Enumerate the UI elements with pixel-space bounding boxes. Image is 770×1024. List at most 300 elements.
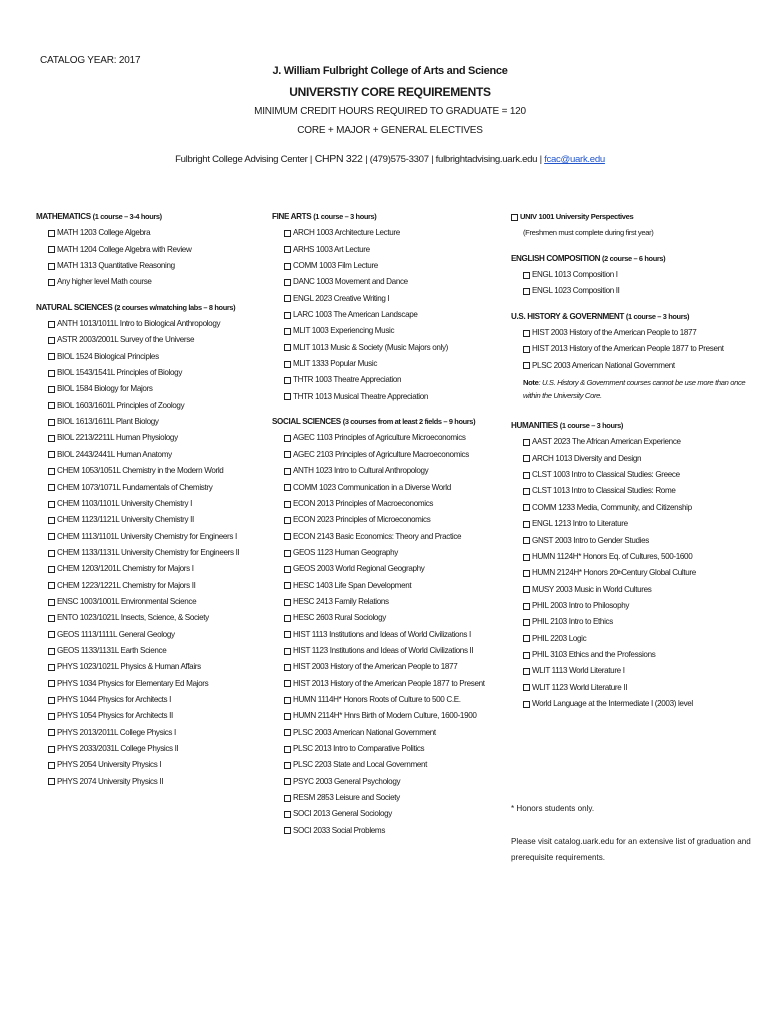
advising-contact: | (479)575-3307 | fulbrightadvising.uark.edu |	[365, 154, 545, 165]
checkbox-icon[interactable]	[48, 680, 55, 687]
checkbox-icon[interactable]	[284, 680, 291, 687]
list-item	[272, 594, 507, 610]
list-item	[511, 467, 746, 483]
list-item	[511, 647, 746, 663]
checkbox-icon[interactable]	[523, 504, 530, 511]
course-label: PHIL 2103 Intro to Ethics	[532, 617, 613, 627]
list-item	[272, 258, 507, 274]
list-item	[511, 582, 746, 598]
course-label: ARCH 1013 Diversity and Design	[532, 453, 642, 463]
list-item	[272, 545, 507, 561]
list-item	[272, 741, 507, 757]
course-label: GEOS 1133/1131L Earth Science	[57, 645, 167, 655]
list-item	[272, 340, 507, 356]
checkbox-icon[interactable]	[284, 746, 291, 753]
list-item	[272, 512, 507, 528]
course-label: HIST 1113 Institutions and Ideas of World Civilizations I	[293, 629, 471, 639]
checkbox-icon[interactable]	[284, 484, 291, 491]
course-label: HIST 2013 History of the American People 1877 to Present	[532, 344, 724, 354]
checkbox-icon[interactable]	[284, 435, 291, 442]
course-label: CLST 1003 Intro to Classical Studies: Greece	[532, 470, 680, 480]
course-label: MLIT 1333 Popular Music	[293, 359, 378, 369]
course-label: CHEM 1073/1071L Fundamentals of Chemistry	[57, 482, 213, 492]
us-history-list	[511, 325, 746, 374]
checkbox-icon[interactable]	[284, 246, 291, 253]
checkbox-icon[interactable]	[284, 344, 291, 351]
checkbox-icon[interactable]	[523, 668, 530, 675]
list-item	[36, 708, 266, 724]
list-item	[272, 225, 507, 241]
checkbox-icon[interactable]	[284, 550, 291, 557]
list-item	[511, 516, 746, 532]
checkbox-icon[interactable]	[523, 701, 530, 708]
list-item	[511, 434, 746, 450]
checkbox-icon[interactable]	[48, 321, 55, 328]
list-item	[36, 258, 266, 274]
course-label: CHEM 1123/1121L University Chemistry II	[57, 515, 194, 525]
checkbox-icon[interactable]	[284, 393, 291, 400]
course-label: BIOL 1603/1601L Principles of Zoology	[57, 400, 185, 410]
checkbox-icon[interactable]	[284, 377, 291, 384]
list-item	[36, 725, 266, 741]
checkbox-icon[interactable]	[48, 582, 55, 589]
course-label: PHIL 2003 Intro to Philosophy	[532, 600, 630, 610]
list-item	[36, 757, 266, 773]
list-item	[511, 631, 746, 647]
list-item	[272, 430, 507, 446]
course-label: PHYS 2074 University Physics II	[57, 776, 164, 786]
checkbox-icon[interactable]	[523, 288, 530, 295]
section-heading-social-sciences: SOCIAL SCIENCES (3 courses from at least 2 fields – 9 hours)	[272, 417, 476, 427]
checkbox-icon[interactable]	[523, 586, 530, 593]
english-list	[511, 267, 746, 300]
list-item	[36, 529, 266, 545]
course-label: GEOS 1123 Human Geography	[293, 547, 398, 557]
course-label: PHIL 2203 Logic	[532, 633, 587, 643]
checkbox-icon[interactable]	[523, 455, 530, 462]
checkbox-icon[interactable]	[284, 664, 291, 671]
section-heading-humanities: HUMANITIES (1 course – 3 hours)	[511, 421, 624, 431]
checkbox-icon[interactable]	[284, 648, 291, 655]
minimum-hours: MINIMUM CREDIT HOURS REQUIRED TO GRADUATE = 120	[254, 106, 526, 117]
checkbox-icon[interactable]	[284, 827, 291, 834]
course-label: WLIT 1113 World Literature I	[532, 666, 625, 676]
course-label: THTR 1003 Theatre Appreciation	[293, 375, 402, 385]
list-item	[272, 561, 507, 577]
list-item	[272, 692, 507, 708]
course-label: PHYS 1054 Physics for Architects II	[57, 711, 173, 721]
checkbox-icon[interactable]	[523, 603, 530, 610]
list-item: HUMN 2124H* Honors 20 th Century Global Culture	[511, 565, 746, 581]
list-item	[511, 267, 746, 283]
course-label: COMM 1023 Communication in a Diverse World	[293, 482, 451, 492]
list-item	[36, 676, 266, 692]
course-label: ECON 2143 Basic Economics: Theory and Practice	[293, 531, 462, 541]
college-name: J. William Fulbright College of Arts and Science	[272, 65, 508, 77]
course-label: AAST 2023 The African American Experience	[532, 437, 681, 447]
course-label: BIOL 1524 Biological Principles	[57, 351, 159, 361]
list-item	[511, 500, 746, 516]
section-heading-us-history: U.S. HISTORY & GOVERNMENT (1 course – 3 hours)	[511, 311, 690, 321]
list-item	[36, 480, 266, 496]
natural-sciences-list	[36, 316, 266, 790]
checkbox-icon[interactable]	[48, 353, 55, 360]
course-label: DANC 1003 Movement and Dance	[293, 277, 408, 287]
course-label: BIOL 1584 Biology for Majors	[57, 384, 153, 394]
course-label: ASTR 2003/2001L Survey of the Universe	[57, 335, 195, 345]
checkbox-icon[interactable]	[284, 468, 291, 475]
list-item	[36, 594, 266, 610]
list-item	[511, 663, 746, 679]
list-item	[272, 529, 507, 545]
list-item	[511, 483, 746, 499]
course-label: BIOL 2213/2211L Human Physiology	[57, 433, 178, 443]
list-item	[272, 578, 507, 594]
course-label: CHEM 1133/1131L University Chemistry for Engineers II	[57, 547, 240, 557]
checkbox-icon[interactable]	[48, 550, 55, 557]
list-item	[36, 545, 266, 561]
course-label: MLIT 1003 Experiencing Music	[293, 326, 395, 336]
course-label: AGEC 1103 Principles of Agriculture Microeconomics	[293, 433, 466, 443]
catalog-year: CATALOG YEAR: 2017	[40, 55, 141, 66]
list-item	[272, 659, 507, 675]
list-item	[36, 610, 266, 626]
list-item	[511, 549, 746, 565]
course-label: COMM 1003 Film Lecture	[293, 261, 378, 271]
course-label: CLST 1013 Intro to Classical Studies: Rome	[532, 486, 676, 496]
mathematics-list	[36, 225, 266, 290]
checkbox-icon[interactable]	[48, 533, 55, 540]
checkbox-icon[interactable]	[523, 619, 530, 626]
list-item	[272, 323, 507, 339]
section-heading-mathematics: MATHEMATICS (1 course – 3-4 hours)	[36, 212, 162, 221]
advising-prefix: Fulbright College Advising Center |	[175, 154, 313, 165]
course-label: Any higher level Math course	[57, 277, 152, 287]
checkbox-icon[interactable]	[284, 517, 291, 524]
checkbox-icon[interactable]	[284, 451, 291, 458]
checkbox-icon[interactable]	[284, 533, 291, 540]
section-heading-english: ENGLISH COMPOSITION (2 course – 6 hours)	[511, 253, 666, 263]
course-label: PHYS 1034 Physics for Elementary Ed Majors	[57, 678, 209, 688]
course-label: ANTH 1023 Intro to Cultural Anthropology	[293, 466, 429, 476]
course-label: GNST 2003 Intro to Gender Studies	[532, 535, 649, 545]
course-label: WLIT 1123 World Literature II	[532, 682, 628, 692]
checkbox-icon[interactable]	[284, 811, 291, 818]
checkbox-icon[interactable]	[48, 713, 55, 720]
course-label: HESC 2413 Family Relations	[293, 596, 389, 606]
checkbox-icon[interactable]	[48, 402, 55, 409]
course-label: BIOL 2443/2441L Human Anatomy	[57, 449, 172, 459]
course-label: MUSY 2003 Music in World Cultures	[532, 584, 652, 594]
checkbox-icon[interactable]	[284, 713, 291, 720]
checkbox-icon[interactable]	[284, 295, 291, 302]
column-middle	[272, 209, 507, 839]
list-item	[511, 598, 746, 614]
list-item	[511, 341, 746, 357]
checkbox-icon[interactable]	[48, 615, 55, 622]
list-item	[272, 757, 507, 773]
list-item	[36, 741, 266, 757]
list-item	[272, 725, 507, 741]
course-label: CHEM 1113/1101L University Chemistry for Engineers I	[57, 531, 237, 541]
course-label: CHEM 1203/1201L Chemistry for Majors I	[57, 564, 194, 574]
course-label: HIST 1123 Institutions and Ideas of World Civilizations II	[293, 645, 474, 655]
list-item	[36, 512, 266, 528]
course-label: PLSC 2003 American National Government	[532, 360, 675, 370]
list-item	[272, 447, 507, 463]
course-label: THTR 1013 Musical Theatre Appreciation	[293, 391, 429, 401]
course-label: PHYS 2054 University Physics I	[57, 760, 162, 770]
checkbox-icon[interactable]	[284, 582, 291, 589]
list-item	[272, 676, 507, 692]
course-label: HESC 1403 Life Span Development	[293, 580, 412, 590]
checkbox-icon[interactable]	[523, 537, 530, 544]
checkbox-icon[interactable]	[284, 631, 291, 638]
checkbox-icon[interactable]	[48, 370, 55, 377]
list-item	[272, 463, 507, 479]
checkbox-icon[interactable]	[284, 279, 291, 286]
course-label: MATH 1203 College Algebra	[57, 228, 151, 238]
checkbox-icon[interactable]	[48, 246, 55, 253]
checkbox-icon[interactable]	[48, 419, 55, 426]
checkbox-icon[interactable]	[523, 652, 530, 659]
list-item	[272, 307, 507, 323]
checkbox-icon[interactable]	[48, 599, 55, 606]
checkbox-icon[interactable]	[284, 263, 291, 270]
course-label: SOCI 2013 General Sociology	[293, 809, 392, 819]
course-label: PHIL 3103 Ethics and the Professions	[532, 649, 656, 659]
checkbox-icon[interactable]	[511, 214, 518, 221]
list-item	[36, 627, 266, 643]
checkbox-icon[interactable]	[284, 599, 291, 606]
checkbox-icon[interactable]	[48, 566, 55, 573]
course-label: GEOS 1113/1111L General Geology	[57, 629, 175, 639]
checkbox-icon[interactable]	[284, 501, 291, 508]
course-label: ENTO 1023/1021L Insects, Science, & Society	[57, 613, 209, 623]
advising-room: CHPN 322	[312, 153, 366, 165]
section-heading-univ: UNIV 1001 University Perspectives	[511, 209, 746, 225]
list-item	[272, 708, 507, 724]
list-item	[36, 349, 266, 365]
course-label: PSYC 2003 General Psychology	[293, 776, 401, 786]
course-label: MLIT 1013 Music & Society (Music Majors only)	[293, 342, 449, 352]
course-label: BIOL 1613/1611L Plant Biology	[57, 417, 159, 427]
list-item	[36, 242, 266, 258]
course-label: ENGL 2023 Creative Writing I	[293, 293, 390, 303]
course-label: HUMN 1114H* Honors Roots of Culture to 500 C.E.	[293, 694, 461, 704]
course-label: ARHS 1003 Art Lecture	[293, 244, 370, 254]
course-label: ENGL 1023 Composition II	[532, 286, 620, 296]
checkbox-icon[interactable]	[284, 361, 291, 368]
list-item	[36, 381, 266, 397]
list-item	[511, 696, 746, 712]
page-title: UNIVERSTIY CORE REQUIREMENTS	[289, 85, 491, 99]
checkbox-icon[interactable]	[48, 631, 55, 638]
course-label: CHEM 1103/1101L University Chemistry I	[57, 498, 192, 508]
list-item	[511, 533, 746, 549]
course-label: PLSC 2203 State and Local Government	[293, 760, 428, 770]
checkbox-icon[interactable]	[284, 312, 291, 319]
list-item	[36, 659, 266, 675]
course-label: LARC 1003 The American Landscape	[293, 310, 418, 320]
checkbox-icon[interactable]	[284, 328, 291, 335]
honors-footnote: * Honors students only.	[511, 804, 595, 813]
list-item	[36, 225, 266, 241]
list-item	[36, 774, 266, 790]
checkbox-icon[interactable]	[48, 263, 55, 270]
checkbox-icon[interactable]	[284, 230, 291, 237]
checkbox-icon[interactable]	[48, 337, 55, 344]
checkbox-icon[interactable]	[48, 386, 55, 393]
checkbox-icon[interactable]	[48, 451, 55, 458]
checkbox-icon[interactable]	[48, 484, 55, 491]
list-item	[272, 356, 507, 372]
checkbox-icon[interactable]	[523, 362, 530, 369]
checkbox-icon[interactable]	[284, 615, 291, 622]
checkbox-icon[interactable]	[48, 468, 55, 475]
course-label: HUMN 1124H* Honors Eq. of Cultures, 500-1600	[532, 551, 693, 561]
course-label: COMM 1233 Media, Community, and Citizenship	[532, 502, 692, 512]
list-item	[36, 365, 266, 381]
checkbox-icon[interactable]	[523, 570, 530, 577]
list-item	[272, 496, 507, 512]
core-formula: CORE + MAJOR + GENERAL ELECTIVES	[297, 125, 483, 136]
checkbox-icon[interactable]	[48, 648, 55, 655]
column-right	[511, 209, 746, 712]
list-item	[511, 614, 746, 630]
course-label: ENGL 1213 Intro to Literature	[532, 519, 628, 529]
list-item	[272, 627, 507, 643]
checkbox-icon[interactable]	[48, 517, 55, 524]
course-label: ECON 2013 Principles of Macroeconomics	[293, 498, 434, 508]
course-label: World Language at the Intermediate I (2003) level	[532, 698, 693, 708]
section-heading-natural-sciences: NATURAL SCIENCES (2 courses w/matching labs – 8 hours)	[36, 302, 236, 312]
checkbox-icon[interactable]	[284, 729, 291, 736]
list-item	[272, 291, 507, 307]
course-label: CHEM 1053/1051L Chemistry in the Modern World	[57, 466, 224, 476]
list-item	[511, 325, 746, 341]
course-label: AGEC 2103 Principles of Agriculture Macroeconomics	[293, 449, 469, 459]
checkbox-icon[interactable]	[523, 272, 530, 279]
list-item	[511, 680, 746, 696]
advising-email-link[interactable]: fcac@uark.edu	[544, 154, 605, 165]
list-item	[272, 823, 507, 839]
checkbox-icon[interactable]	[523, 554, 530, 561]
checkbox-icon[interactable]	[48, 279, 55, 286]
checkbox-icon[interactable]	[284, 762, 291, 769]
checkbox-icon[interactable]	[523, 472, 530, 479]
univ-note: (Freshmen must complete during first year)	[523, 228, 654, 238]
list-item	[36, 430, 266, 446]
course-label: PHYS 1044 Physics for Architects I	[57, 694, 172, 704]
checkbox-icon[interactable]	[48, 664, 55, 671]
checkbox-icon[interactable]	[523, 488, 530, 495]
list-item	[272, 389, 507, 405]
list-item	[36, 463, 266, 479]
checkbox-icon[interactable]	[48, 762, 55, 769]
list-item	[36, 578, 266, 594]
list-item	[36, 561, 266, 577]
list-item	[272, 274, 507, 290]
list-item	[511, 451, 746, 467]
list-item	[36, 398, 266, 414]
course-label: MATH 1204 College Algebra with Review	[57, 244, 192, 254]
checkbox-icon[interactable]	[48, 501, 55, 508]
course-label: MATH 1313 Quantitative Reasoning	[57, 261, 175, 271]
humanities-list-continued	[511, 582, 746, 713]
course-label: HUMN 2114H* Hnrs Birth of Modern Culture, 1600-1900	[293, 711, 477, 721]
checkbox-icon[interactable]	[284, 566, 291, 573]
list-item	[272, 806, 507, 822]
list-item	[272, 790, 507, 806]
us-history-note: Note: U.S. History & Government courses cannot be use more than once within the University Core.	[523, 378, 746, 401]
course-label: PHYS 2033/2031L College Physics II	[57, 744, 179, 753]
course-label: HESC 2603 Rural Sociology	[293, 613, 386, 623]
course-label: PHYS 1023/1021L Physics & Human Affairs	[57, 662, 201, 672]
checkbox-icon[interactable]	[48, 778, 55, 785]
checkbox-icon[interactable]	[48, 435, 55, 442]
list-item	[36, 414, 266, 430]
list-item	[36, 447, 266, 463]
list-item	[272, 643, 507, 659]
checkbox-icon[interactable]	[48, 230, 55, 237]
list-item	[36, 332, 266, 348]
social-sciences-list	[272, 430, 507, 839]
checkbox-icon[interactable]	[284, 795, 291, 802]
course-label: ENSC 1003/1001L Environmental Science	[57, 596, 197, 606]
fine-arts-list	[272, 225, 507, 405]
list-item	[36, 274, 266, 290]
checkbox-icon[interactable]	[523, 346, 530, 353]
course-label: PLSC 2013 Intro to Comparative Politics	[293, 744, 425, 753]
checkbox-icon[interactable]	[523, 521, 530, 528]
course-label: PHYS 2013/2011L College Physics I	[57, 727, 176, 737]
humanities-list	[511, 434, 746, 565]
course-label: ARCH 1003 Architecture Lecture	[293, 228, 400, 238]
course-label: PLSC 2003 American National Government	[293, 727, 436, 737]
section-heading-fine-arts: FINE ARTS (1 course – 3 hours)	[272, 212, 377, 221]
list-item	[36, 692, 266, 708]
checkbox-icon[interactable]	[523, 439, 530, 446]
course-label: CHEM 1223/1221L Chemistry for Majors II	[57, 580, 196, 590]
checkbox-icon[interactable]	[284, 778, 291, 785]
checkbox-icon[interactable]	[48, 729, 55, 736]
course-label: RESM 2853 Leisure and Society	[293, 793, 400, 803]
checkbox-icon[interactable]	[523, 330, 530, 337]
checkbox-icon[interactable]	[523, 635, 530, 642]
list-item	[272, 610, 507, 626]
list-item	[272, 372, 507, 388]
course-label: BIOL 1543/1541L Principles of Biology	[57, 368, 183, 378]
course-label: ENGL 1013 Composition I	[532, 270, 618, 280]
list-item	[272, 242, 507, 258]
advising-center-line	[60, 153, 720, 165]
course-label: HIST 2003 History of the American People to 1877	[532, 328, 697, 338]
checkbox-icon[interactable]	[48, 746, 55, 753]
list-item	[36, 643, 266, 659]
course-label: GEOS 2003 World Regional Geography	[293, 564, 425, 574]
course-label: ANTH 1013/1011L Intro to Biological Anthropology	[57, 319, 221, 329]
course-label: HIST 2013 History of the American People 1877 to Present	[293, 678, 485, 688]
course-label: ECON 2023 Principles of Microeconomics	[293, 515, 431, 525]
list-item	[272, 480, 507, 496]
checkbox-icon[interactable]	[284, 697, 291, 704]
checkbox-icon[interactable]	[48, 697, 55, 704]
list-item	[36, 496, 266, 512]
course-label: HIST 2003 History of the American People to 1877	[293, 662, 458, 672]
checkbox-icon[interactable]	[523, 684, 530, 691]
course-label: SOCI 2033 Social Problems	[293, 825, 386, 835]
